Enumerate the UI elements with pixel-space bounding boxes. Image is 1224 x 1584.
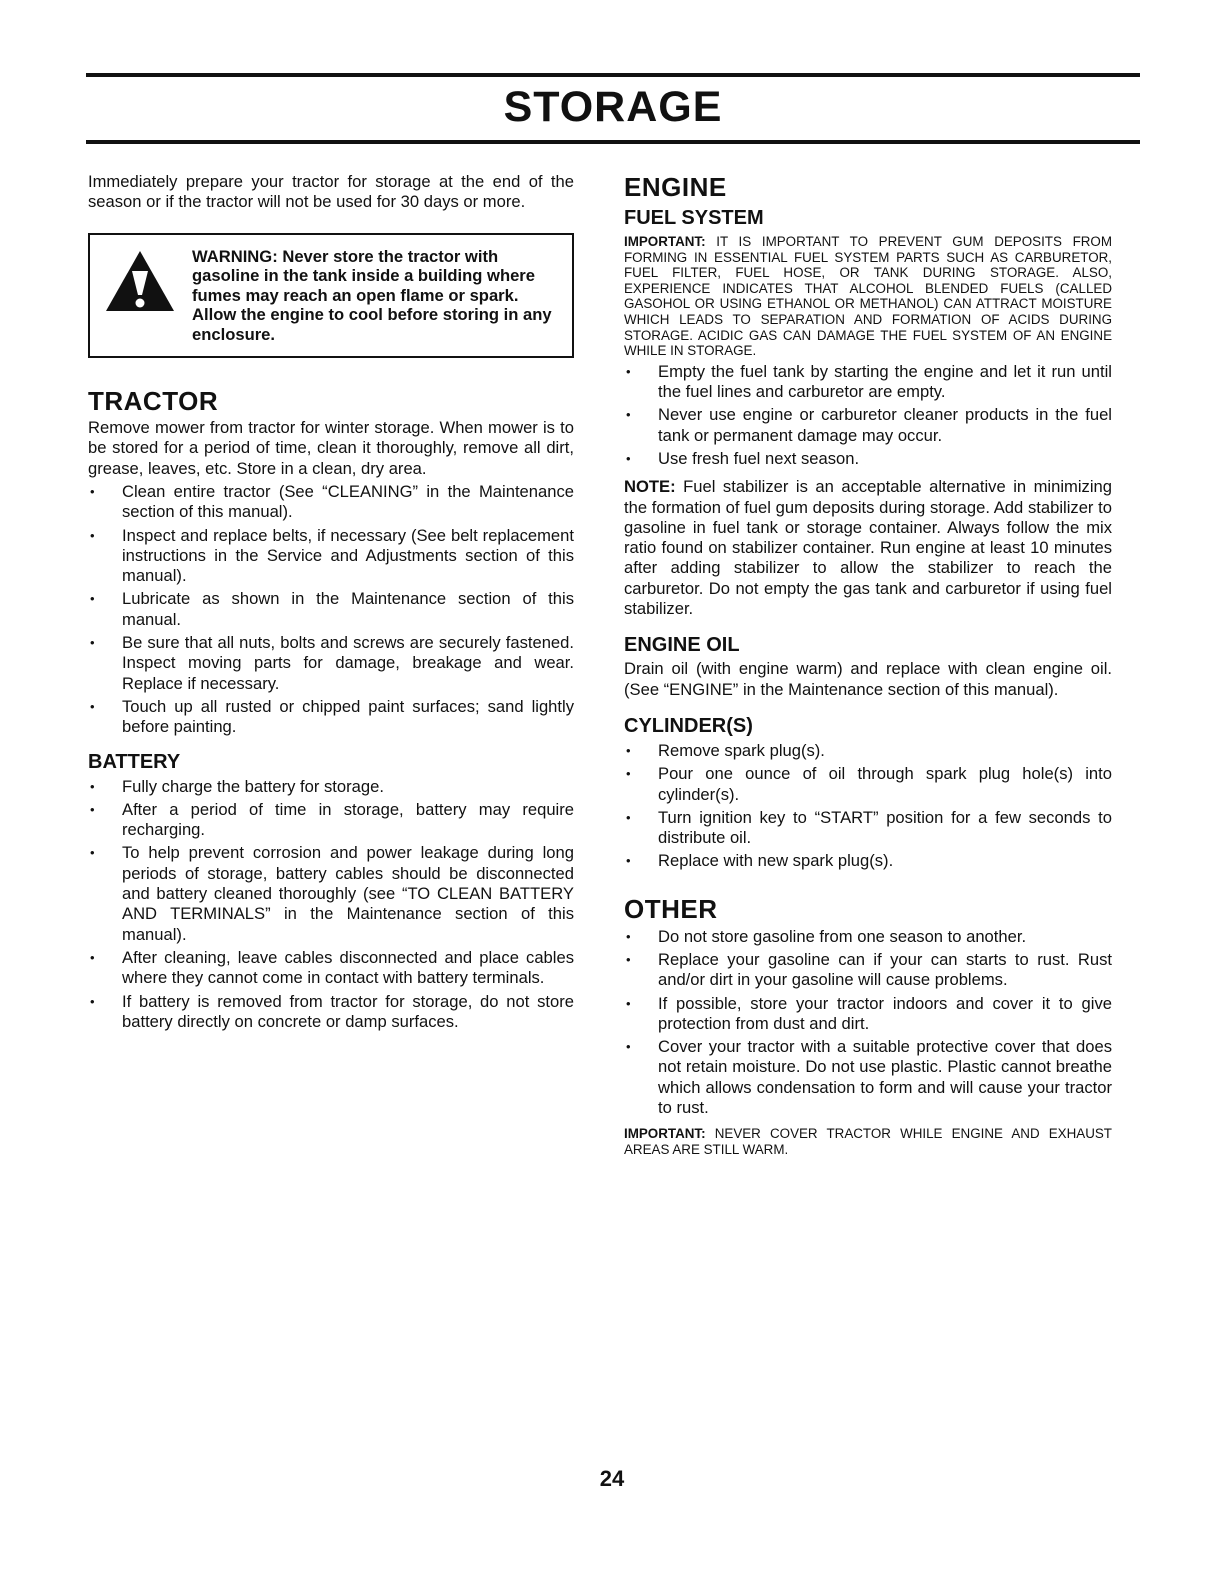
list-item: • Touch up all rusted or chipped paint surfaces; sand lightly before painting. bbox=[88, 697, 574, 738]
engine-heading: ENGINE bbox=[624, 172, 727, 202]
list-item: • Replace with new spark plug(s). bbox=[624, 851, 1112, 871]
warning-box bbox=[88, 233, 574, 359]
list-item: • Lubricate as shown in the Maintenance section of this manual. bbox=[88, 589, 574, 630]
list-item: • To help prevent corrosion and power leakage during long periods of storage, battery cables should be disconnected and battery cleaned thoroughly (see “TO CLEAN BATTERY AND TERMINALS” in the Maintenance section of this manual). bbox=[88, 843, 574, 944]
list-item: • Cover your tractor with a suitable protective cover that does not retain moisture. Do not use plastic. Plastic cannot breathe which allows condensation to form and will cause your tractor to rust. bbox=[624, 1037, 1112, 1118]
page-number: 24 bbox=[599, 1466, 625, 1491]
list-item: • Replace your gasoline can if your can starts to rust. Rust and/or dirt in your gasoline will cause problems. bbox=[624, 950, 1112, 991]
tractor-heading: TRACTOR bbox=[88, 386, 219, 417]
other-heading: OTHER bbox=[624, 893, 718, 924]
list-item: • Inspect and replace belts, if necessary (See belt replacement instructions in the Service and Adjustments section of this manual). bbox=[88, 526, 574, 587]
note-label: NOTE: bbox=[624, 477, 676, 497]
other-important-notice bbox=[624, 1126, 1112, 1157]
list-item: • Never use engine or carburetor cleaner products in the fuel tank or permanent damage may occur. bbox=[624, 405, 1112, 446]
list-item: • Turn ignition key to “START” position for a few seconds to distribute oil. bbox=[624, 808, 1112, 849]
list-item: • After cleaning, leave cables disconnected and place cables where they cannot come in contact with battery terminals. bbox=[88, 948, 574, 989]
fuel-system-heading: FUEL SYSTEM bbox=[624, 207, 764, 229]
warning-triangle-icon bbox=[104, 249, 176, 313]
list-item: • If possible, store your tractor indoors and cover it to give protection from dust and dirt. bbox=[624, 994, 1112, 1035]
battery-heading: BATTERY bbox=[88, 750, 181, 773]
left-column bbox=[88, 172, 574, 1032]
list-item: • Clean entire tractor (See “CLEANING” in the Maintenance section of this manual). bbox=[88, 482, 574, 523]
important-label: IMPORTANT: bbox=[624, 1126, 706, 1142]
cylinders-heading: CYLINDER(S) bbox=[624, 714, 753, 737]
important-label: IMPORTANT: bbox=[624, 234, 706, 249]
right-column bbox=[624, 172, 1112, 1160]
tractor-list bbox=[88, 482, 574, 738]
list-item: • Remove spark plug(s). bbox=[624, 741, 1112, 761]
note-text: Fuel stabilizer is an acceptable alternative in minimizing the formation of fuel gum deposits during storage. Add stabilizer to gasoline in fuel tank or storage container. Always follow the mix ratio found on stabilizer container. Run engine at least 10 minutes after adding stabilizer to allow the stabilizer to reach the carburetor. Do not empty the gas tank and carburetor if using fuel stabilizer. bbox=[624, 477, 1112, 619]
list-item: • Use fresh fuel next season. bbox=[624, 449, 1112, 469]
intro-paragraph: Immediately prepare your tractor for storage at the end of the season or if the tractor will not be used for 30 days or more. bbox=[88, 172, 574, 212]
fuel-note bbox=[624, 477, 1112, 619]
tractor-body: Remove mower from tractor for winter storage. When mower is to be stored for a period of time, clean it thoroughly, remove all dirt, grease, leaves, etc. Store in a clean, dry area. bbox=[88, 418, 574, 478]
list-item: • Fully charge the battery for storage. bbox=[88, 777, 574, 797]
battery-list bbox=[88, 777, 574, 1033]
engine-oil-heading: ENGINE OIL bbox=[624, 634, 740, 657]
engine-oil-body: Drain oil (with engine warm) and replace with clean engine oil. (See “ENGINE” in the Maintenance section of this manual). bbox=[624, 659, 1112, 699]
warning-text: WARNING: Never store the tractor with gasoline in the tank inside a building where fumes may reach an open flame or spark. Allow the engine to cool before storing in any enclosure. bbox=[192, 246, 552, 344]
header-top-rule bbox=[86, 73, 1140, 77]
cylinders-list bbox=[624, 741, 1112, 872]
list-item: • Be sure that all nuts, bolts and screws are securely fastened. Inspect moving parts for damage, breakage and wear. Replace if necessary. bbox=[88, 633, 574, 694]
fuel-important-notice bbox=[624, 234, 1112, 359]
fuel-system-list bbox=[624, 362, 1112, 469]
important-text: NEVER COVER TRACTOR WHILE ENGINE AND EXHAUST AREAS ARE STILL WARM. bbox=[624, 1126, 1112, 1157]
list-item: • Do not store gasoline from one season to another. bbox=[624, 927, 1112, 947]
header-bottom-rule bbox=[86, 140, 1140, 144]
page-title: STORAGE bbox=[503, 83, 723, 131]
list-item: • After a period of time in storage, battery may require recharging. bbox=[88, 800, 574, 841]
list-item: • If battery is removed from tractor for storage, do not store battery directly on concrete or damp surfaces. bbox=[88, 992, 574, 1033]
list-item: • Pour one ounce of oil through spark plug hole(s) into cylinder(s). bbox=[624, 764, 1112, 805]
list-item: • Empty the fuel tank by starting the engine and let it run until the fuel lines and carburetor are empty. bbox=[624, 362, 1112, 403]
other-list bbox=[624, 927, 1112, 1119]
important-text: IT IS IMPORTANT TO PREVENT GUM DEPOSITS FROM FORMING IN ESSENTIAL FUEL SYSTEM PARTS SUCH AS CARBURETOR, FUEL FILTER, FUEL HOSE, OR TANK DURING STORAGE. ALSO, EXPERIENCE INDICATES THAT ALCOHOL BLENDED FUELS (CALLED GASOHOL OR USING ETHANOL OR METHANOL) CAN ATTRACT MOISTURE WHICH LEADS TO SEPARATION AND FORMATION OF ACIDS DURING STORAGE. ACIDIC GAS CAN DAMAGE THE FUEL SYSTEM OF AN ENGINE WHILE IN STORAGE. bbox=[624, 234, 1112, 359]
